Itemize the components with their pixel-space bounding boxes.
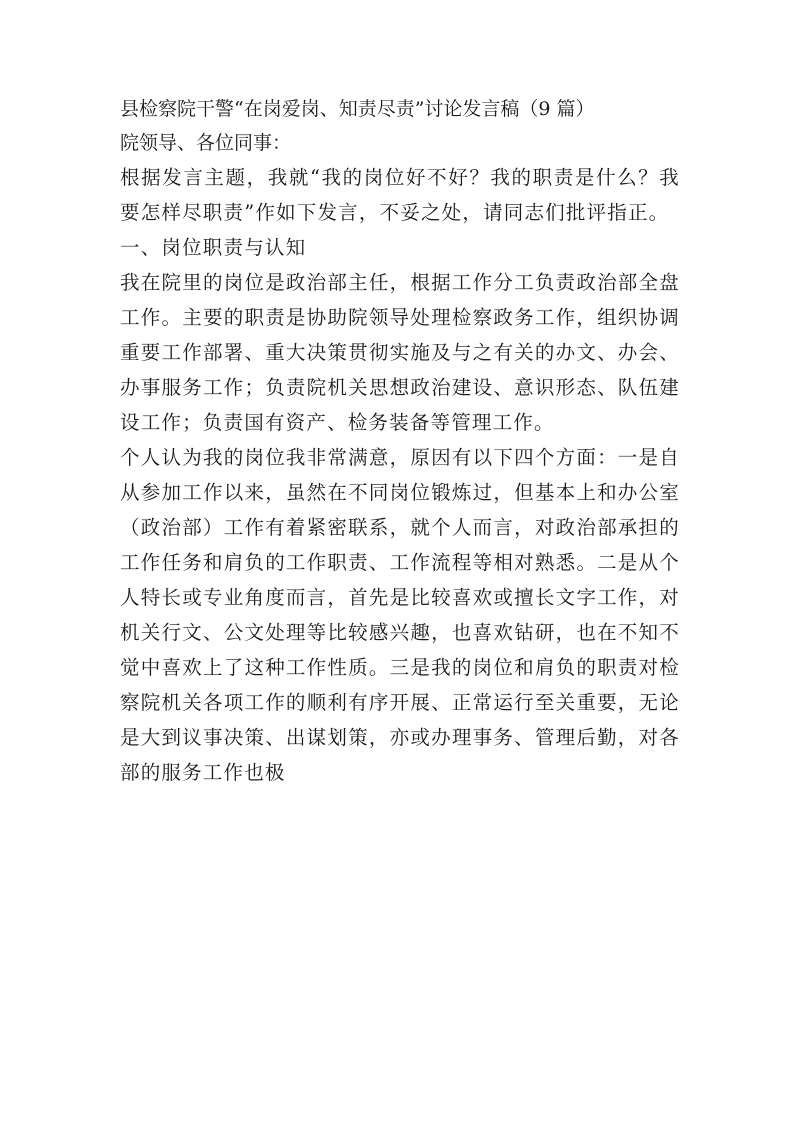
salutation: 院领导、各位同事： — [120, 132, 292, 154]
intro-paragraph: 根据发言主题，我就“我的岗位好不好？我的职责是什么？我要怎样尽职责”作如下发言，不妥之处，请同志们批评指正。 — [120, 166, 680, 224]
body-paragraph: 我在院里的岗位是政治部主任，根据工作分工负责政治部全盘工作。主要的职责是协助院领导处理检察政务工作，组织协调重要工作部署、重大决策贯彻实施及与之有关的办文、办会、办事服务工作；负责院机关思想政治建设、意识形态、队伍建设工作；负责国有资产、检务装备等管理工作。 — [120, 271, 680, 434]
document-title: 县检察院干警“在岗爱岗、知责尽责”讨论发言稿（9 篇） — [120, 98, 595, 120]
section-heading: 一、岗位职责与认知 — [120, 236, 307, 259]
document-body — [120, 92, 680, 790]
body-paragraph: 个人认为我的岗位我非常满意，原因有以下四个方面：一是自从参加工作以来，虽然在不同岗位锻炼过，但基本上和办公室（政治部）工作有着紧密联系，就个人而言，对政治部承担的工作任务和肩负的工作职责、工作流程等相对熟悉。二是从个人特长或专业角度而言，首先是比较喜欢或擅长文字工作，对机关行文、公文处理等比较感兴趣，也喜欢钻研，也在不知不觉中喜欢上了这种工作性质。三是我的岗位和肩负的职责对检察院机关各项工作的顺利有序开展、正常运行至关重要，无论是大到议事决策、出谋划策，亦或办理事务、管理后勤，对各部的服务工作也极 — [120, 446, 680, 784]
